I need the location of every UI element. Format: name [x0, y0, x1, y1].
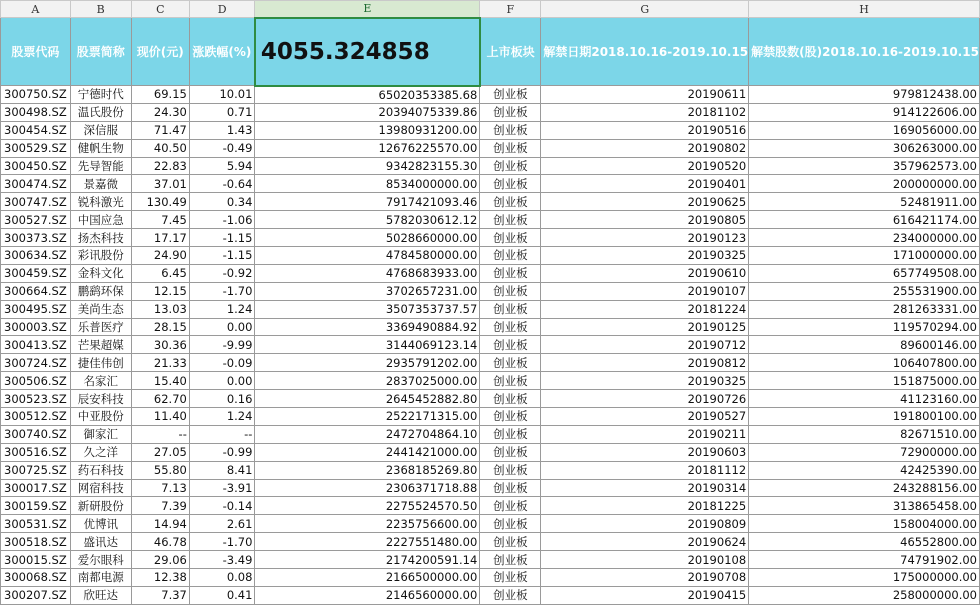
cell-code[interactable]: 300725.SZ	[1, 461, 71, 479]
cell-value[interactable]: 2935791202.00	[255, 354, 480, 372]
cell-price[interactable]: --	[131, 425, 189, 443]
cell-code[interactable]: 300512.SZ	[1, 408, 71, 426]
table-row	[1, 193, 980, 211]
cell-date[interactable]: 20181224	[541, 300, 749, 318]
cell-board[interactable]: 创业板	[480, 479, 541, 497]
cell-value[interactable]: 2235756600.00	[255, 515, 480, 533]
table-row	[1, 443, 980, 461]
cell-change[interactable]: 1.24	[189, 408, 255, 426]
cell-shares[interactable]: 313865458.00	[749, 497, 980, 515]
cell-name[interactable]: 新研股份	[70, 497, 131, 515]
cell-value[interactable]: 9342823155.30	[255, 157, 480, 175]
cell-price[interactable]: 30.36	[131, 336, 189, 354]
cell-board[interactable]: 创业板	[480, 569, 541, 587]
cell-price[interactable]: 62.70	[131, 390, 189, 408]
cell-change[interactable]: -3.91	[189, 479, 255, 497]
cell-date[interactable]: 20190712	[541, 336, 749, 354]
cell-date[interactable]: 20190624	[541, 533, 749, 551]
cell-value[interactable]: 2441421000.00	[255, 443, 480, 461]
cell-price[interactable]: 12.38	[131, 569, 189, 587]
cell-value[interactable]: 2174200591.14	[255, 551, 480, 569]
cell-price[interactable]: 69.15	[131, 86, 189, 104]
cell-name[interactable]: 景嘉微	[70, 175, 131, 193]
cell-change[interactable]: 1.24	[189, 300, 255, 318]
table-row	[1, 121, 980, 139]
cell-value[interactable]: 7917421093.46	[255, 193, 480, 211]
table-row	[1, 86, 980, 104]
cell-name[interactable]: 扬杰科技	[70, 229, 131, 247]
cell-shares[interactable]: 119570294.00	[749, 318, 980, 336]
cell-board[interactable]: 创业板	[480, 157, 541, 175]
cell-price[interactable]: 29.06	[131, 551, 189, 569]
cell-date[interactable]: 20190610	[541, 264, 749, 282]
table-row	[1, 264, 980, 282]
cell-value[interactable]: 12676225570.00	[255, 139, 480, 157]
cell-change[interactable]: 0.41	[189, 586, 255, 604]
cell-price[interactable]: 40.50	[131, 139, 189, 157]
table-row	[1, 336, 980, 354]
cell-name[interactable]: 爱尔眼科	[70, 551, 131, 569]
cell-board[interactable]: 创业板	[480, 121, 541, 139]
cell-date[interactable]: 20190708	[541, 569, 749, 587]
cell-board[interactable]: 创业板	[480, 300, 541, 318]
cell-code[interactable]: 300454.SZ	[1, 121, 71, 139]
cell-code[interactable]: 300495.SZ	[1, 300, 71, 318]
cell-code[interactable]: 300498.SZ	[1, 103, 71, 121]
cell-change[interactable]: -0.09	[189, 354, 255, 372]
cell-shares[interactable]: 306263000.00	[749, 139, 980, 157]
cell-price[interactable]: 28.15	[131, 318, 189, 336]
cell-name[interactable]: 捷佳伟创	[70, 354, 131, 372]
cell-change[interactable]: 0.34	[189, 193, 255, 211]
cell-shares[interactable]: 169056000.00	[749, 121, 980, 139]
cell-name[interactable]: 辰安科技	[70, 390, 131, 408]
cell-change[interactable]: -0.92	[189, 264, 255, 282]
cell-value[interactable]: 4768683933.00	[255, 264, 480, 282]
cell-value[interactable]: 3507353737.57	[255, 300, 480, 318]
cell-shares[interactable]: 191800100.00	[749, 408, 980, 426]
header-cell-change[interactable]: 涨跌幅(%)	[189, 18, 255, 86]
cell-value[interactable]: 2368185269.80	[255, 461, 480, 479]
table-row	[1, 318, 980, 336]
cell-shares[interactable]: 41123160.00	[749, 390, 980, 408]
cell-name[interactable]: 中亚股份	[70, 408, 131, 426]
cell-value[interactable]: 65020353385.68	[255, 86, 480, 104]
cell-value[interactable]: 5028660000.00	[255, 229, 480, 247]
cell-price[interactable]: 15.40	[131, 372, 189, 390]
cell-name[interactable]: 彩讯股份	[70, 247, 131, 265]
cell-change[interactable]: -1.06	[189, 211, 255, 229]
cell-value[interactable]: 2275524570.50	[255, 497, 480, 515]
cell-date[interactable]: 20190108	[541, 551, 749, 569]
cell-name[interactable]: 名家汇	[70, 372, 131, 390]
cell-change[interactable]: 10.01	[189, 86, 255, 104]
cell-board[interactable]: 创业板	[480, 318, 541, 336]
cell-code[interactable]: 300373.SZ	[1, 229, 71, 247]
cell-name[interactable]: 优博讯	[70, 515, 131, 533]
cell-value[interactable]: 2522171315.00	[255, 408, 480, 426]
cell-shares[interactable]: 82671510.00	[749, 425, 980, 443]
cell-date[interactable]: 20181112	[541, 461, 749, 479]
cell-value[interactable]: 20394075339.86	[255, 103, 480, 121]
cell-shares[interactable]: 106407800.00	[749, 354, 980, 372]
cell-change[interactable]: -3.49	[189, 551, 255, 569]
cell-date[interactable]: 20190805	[541, 211, 749, 229]
cell-name[interactable]: 南都电源	[70, 569, 131, 587]
cell-shares[interactable]: 616421174.00	[749, 211, 980, 229]
cell-board[interactable]: 创业板	[480, 586, 541, 604]
cell-change[interactable]: 1.43	[189, 121, 255, 139]
cell-change[interactable]: 0.71	[189, 103, 255, 121]
cell-date[interactable]: 20190325	[541, 372, 749, 390]
cell-change[interactable]: -1.70	[189, 533, 255, 551]
cell-board[interactable]: 创业板	[480, 354, 541, 372]
table-row	[1, 211, 980, 229]
cell-change[interactable]: --	[189, 425, 255, 443]
cell-change[interactable]: -0.49	[189, 139, 255, 157]
cell-change[interactable]: 0.16	[189, 390, 255, 408]
cell-date[interactable]: 20190401	[541, 175, 749, 193]
cell-name[interactable]: 金科文化	[70, 264, 131, 282]
table-row	[1, 497, 980, 515]
cell-board[interactable]: 创业板	[480, 425, 541, 443]
cell-price[interactable]: 7.45	[131, 211, 189, 229]
cell-board[interactable]: 创业板	[480, 533, 541, 551]
cell-price[interactable]: 11.40	[131, 408, 189, 426]
cell-shares[interactable]: 171000000.00	[749, 247, 980, 265]
cell-price[interactable]: 71.47	[131, 121, 189, 139]
header-cell-unlock-date[interactable]: 解禁日期2018.10.16-2019.10.15	[541, 18, 749, 86]
cell-name[interactable]: 乐普医疗	[70, 318, 131, 336]
cell-date[interactable]: 20190123	[541, 229, 749, 247]
cell-name[interactable]: 中国应急	[70, 211, 131, 229]
cell-change[interactable]: -1.15	[189, 229, 255, 247]
cell-price[interactable]: 7.39	[131, 497, 189, 515]
cell-code[interactable]: 300740.SZ	[1, 425, 71, 443]
cell-price[interactable]: 7.13	[131, 479, 189, 497]
cell-price[interactable]: 27.05	[131, 443, 189, 461]
cell-value[interactable]: 2837025000.00	[255, 372, 480, 390]
cell-shares[interactable]: 46552800.00	[749, 533, 980, 551]
cell-board[interactable]: 创业板	[480, 247, 541, 265]
cell-price[interactable]: 17.17	[131, 229, 189, 247]
cell-change[interactable]: -9.99	[189, 336, 255, 354]
cell-board[interactable]: 创业板	[480, 211, 541, 229]
cell-code[interactable]: 300207.SZ	[1, 586, 71, 604]
cell-price[interactable]: 14.94	[131, 515, 189, 533]
cell-price[interactable]: 6.45	[131, 264, 189, 282]
cell-code[interactable]: 300664.SZ	[1, 282, 71, 300]
cell-change[interactable]: -0.64	[189, 175, 255, 193]
cell-date[interactable]: 20190802	[541, 139, 749, 157]
cell-value[interactable]: 2472704864.10	[255, 425, 480, 443]
cell-price[interactable]: 12.15	[131, 282, 189, 300]
cell-board[interactable]: 创业板	[480, 229, 541, 247]
cell-name[interactable]: 网宿科技	[70, 479, 131, 497]
cell-code[interactable]: 300516.SZ	[1, 443, 71, 461]
cell-date[interactable]: 20190603	[541, 443, 749, 461]
table-row	[1, 247, 980, 265]
cell-code[interactable]: 300750.SZ	[1, 86, 71, 104]
cell-shares[interactable]: 234000000.00	[749, 229, 980, 247]
cell-date[interactable]: 20190527	[541, 408, 749, 426]
cell-date[interactable]: 20190107	[541, 282, 749, 300]
cell-board[interactable]: 创业板	[480, 175, 541, 193]
table-row	[1, 103, 980, 121]
cell-value[interactable]: 3144069123.14	[255, 336, 480, 354]
cell-shares[interactable]: 151875000.00	[749, 372, 980, 390]
cell-date[interactable]: 20190314	[541, 479, 749, 497]
cell-name[interactable]: 温氏股份	[70, 103, 131, 121]
cell-shares[interactable]: 258000000.00	[749, 586, 980, 604]
cell-board[interactable]: 创业板	[480, 497, 541, 515]
cell-price[interactable]: 24.30	[131, 103, 189, 121]
cell-date[interactable]: 20190809	[541, 515, 749, 533]
cell-value[interactable]: 3369490884.92	[255, 318, 480, 336]
column-header-e[interactable]: E	[255, 1, 480, 18]
cell-change[interactable]: 0.00	[189, 318, 255, 336]
cell-name[interactable]: 久之洋	[70, 443, 131, 461]
cell-name[interactable]: 药石科技	[70, 461, 131, 479]
cell-code[interactable]: 300159.SZ	[1, 497, 71, 515]
cell-code[interactable]: 300531.SZ	[1, 515, 71, 533]
cell-date[interactable]: 20181102	[541, 103, 749, 121]
cell-name[interactable]: 宁德时代	[70, 86, 131, 104]
cell-price[interactable]: 55.80	[131, 461, 189, 479]
cell-shares[interactable]: 979812438.00	[749, 86, 980, 104]
table-row	[1, 372, 980, 390]
cell-shares[interactable]: 89600146.00	[749, 336, 980, 354]
cell-change[interactable]: 8.41	[189, 461, 255, 479]
cell-board[interactable]: 创业板	[480, 139, 541, 157]
cell-value[interactable]: 2166500000.00	[255, 569, 480, 587]
cell-date[interactable]: 20190520	[541, 157, 749, 175]
cell-date[interactable]: 20190125	[541, 318, 749, 336]
cell-shares[interactable]: 200000000.00	[749, 175, 980, 193]
cell-price[interactable]: 7.37	[131, 586, 189, 604]
cell-date[interactable]: 20190211	[541, 425, 749, 443]
column-header-a[interactable]: A	[1, 1, 71, 18]
column-letter-row	[1, 1, 980, 18]
cell-name[interactable]: 美尚生态	[70, 300, 131, 318]
cell-change[interactable]: -1.15	[189, 247, 255, 265]
column-header-g[interactable]: G	[541, 1, 749, 18]
cell-value[interactable]: 2227551480.00	[255, 533, 480, 551]
table-row	[1, 461, 980, 479]
cell-board[interactable]: 创业板	[480, 86, 541, 104]
cell-change[interactable]: 2.61	[189, 515, 255, 533]
cell-board[interactable]: 创业板	[480, 193, 541, 211]
cell-code[interactable]: 300634.SZ	[1, 247, 71, 265]
table-row	[1, 139, 980, 157]
cell-code[interactable]: 300527.SZ	[1, 211, 71, 229]
table-row	[1, 515, 980, 533]
cell-name[interactable]: 健帆生物	[70, 139, 131, 157]
cell-board[interactable]: 创业板	[480, 390, 541, 408]
cell-name[interactable]: 深信服	[70, 121, 131, 139]
column-header-c[interactable]: C	[131, 1, 189, 18]
selected-cell-total[interactable]: 4055.324858	[255, 18, 480, 86]
cell-change[interactable]: 0.00	[189, 372, 255, 390]
table-row	[1, 479, 980, 497]
cell-shares[interactable]: 74791902.00	[749, 551, 980, 569]
cell-code[interactable]: 300413.SZ	[1, 336, 71, 354]
cell-date[interactable]: 20181225	[541, 497, 749, 515]
cell-date[interactable]: 20190812	[541, 354, 749, 372]
cell-board[interactable]: 创业板	[480, 336, 541, 354]
cell-code[interactable]: 300747.SZ	[1, 193, 71, 211]
column-header-h[interactable]: H	[749, 1, 980, 18]
table-row	[1, 300, 980, 318]
cell-change[interactable]: -1.70	[189, 282, 255, 300]
cell-value[interactable]: 4784580000.00	[255, 247, 480, 265]
cell-date[interactable]: 20190625	[541, 193, 749, 211]
cell-price[interactable]: 130.49	[131, 193, 189, 211]
cell-date[interactable]: 20190726	[541, 390, 749, 408]
header-row	[1, 18, 980, 86]
cell-code[interactable]: 300068.SZ	[1, 569, 71, 587]
cell-shares[interactable]: 357962573.00	[749, 157, 980, 175]
cell-board[interactable]: 创业板	[480, 264, 541, 282]
table-row	[1, 282, 980, 300]
cell-date[interactable]: 20190415	[541, 586, 749, 604]
header-cell-code[interactable]: 股票代码	[1, 18, 71, 86]
cell-code[interactable]: 300017.SZ	[1, 479, 71, 497]
cell-shares[interactable]: 657749508.00	[749, 264, 980, 282]
table-row	[1, 408, 980, 426]
cell-name[interactable]: 芒果超媒	[70, 336, 131, 354]
cell-board[interactable]: 创业板	[480, 282, 541, 300]
cell-name[interactable]: 锐科激光	[70, 193, 131, 211]
cell-change[interactable]: -0.99	[189, 443, 255, 461]
cell-board[interactable]: 创业板	[480, 443, 541, 461]
header-cell-unlock-shares[interactable]: 解禁股数(股)2018.10.16-2019.10.15	[749, 18, 980, 86]
cell-code[interactable]: 300459.SZ	[1, 264, 71, 282]
cell-shares[interactable]: 52481911.00	[749, 193, 980, 211]
cell-code[interactable]: 300724.SZ	[1, 354, 71, 372]
cell-price[interactable]: 24.90	[131, 247, 189, 265]
cell-board[interactable]: 创业板	[480, 515, 541, 533]
column-header-f[interactable]: F	[480, 1, 541, 18]
cell-board[interactable]: 创业板	[480, 372, 541, 390]
cell-shares[interactable]: 72900000.00	[749, 443, 980, 461]
table-row	[1, 229, 980, 247]
cell-change[interactable]: 5.94	[189, 157, 255, 175]
cell-shares[interactable]: 281263331.00	[749, 300, 980, 318]
cell-name[interactable]: 鹏鹞环保	[70, 282, 131, 300]
column-header-d[interactable]: D	[189, 1, 255, 18]
cell-value[interactable]: 2146560000.00	[255, 586, 480, 604]
cell-code[interactable]: 300518.SZ	[1, 533, 71, 551]
cell-board[interactable]: 创业板	[480, 551, 541, 569]
cell-code[interactable]: 300529.SZ	[1, 139, 71, 157]
table-row	[1, 586, 980, 604]
cell-price[interactable]: 22.83	[131, 157, 189, 175]
cell-price[interactable]: 46.78	[131, 533, 189, 551]
cell-price[interactable]: 21.33	[131, 354, 189, 372]
cell-code[interactable]: 300015.SZ	[1, 551, 71, 569]
cell-value[interactable]: 2306371718.88	[255, 479, 480, 497]
cell-board[interactable]: 创业板	[480, 103, 541, 121]
cell-date[interactable]: 20190611	[541, 86, 749, 104]
table-row	[1, 157, 980, 175]
cell-value[interactable]: 5782030612.12	[255, 211, 480, 229]
cell-code[interactable]: 300523.SZ	[1, 390, 71, 408]
cell-board[interactable]: 创业板	[480, 408, 541, 426]
cell-code[interactable]: 300506.SZ	[1, 372, 71, 390]
cell-code[interactable]: 300474.SZ	[1, 175, 71, 193]
table-row	[1, 533, 980, 551]
cell-value[interactable]: 2645452882.80	[255, 390, 480, 408]
cell-shares[interactable]: 914122606.00	[749, 103, 980, 121]
cell-name[interactable]: 御家汇	[70, 425, 131, 443]
table-row	[1, 425, 980, 443]
table-row	[1, 354, 980, 372]
header-cell-board[interactable]: 上市板块	[480, 18, 541, 86]
cell-date[interactable]: 20190325	[541, 247, 749, 265]
column-header-b[interactable]: B	[70, 1, 131, 18]
cell-shares[interactable]: 158004000.00	[749, 515, 980, 533]
cell-value[interactable]: 8534000000.00	[255, 175, 480, 193]
cell-shares[interactable]: 243288156.00	[749, 479, 980, 497]
table-row	[1, 175, 980, 193]
cell-name[interactable]: 欣旺达	[70, 586, 131, 604]
cell-shares[interactable]: 42425390.00	[749, 461, 980, 479]
cell-shares[interactable]: 255531900.00	[749, 282, 980, 300]
cell-date[interactable]: 20190516	[541, 121, 749, 139]
cell-shares[interactable]: 175000000.00	[749, 569, 980, 587]
cell-code[interactable]: 300450.SZ	[1, 157, 71, 175]
header-cell-name[interactable]: 股票简称	[70, 18, 131, 86]
cell-name[interactable]: 先导智能	[70, 157, 131, 175]
cell-value[interactable]: 13980931200.00	[255, 121, 480, 139]
table-row	[1, 569, 980, 587]
cell-name[interactable]: 盛讯达	[70, 533, 131, 551]
cell-board[interactable]: 创业板	[480, 461, 541, 479]
cell-value[interactable]: 3702657231.00	[255, 282, 480, 300]
table-row	[1, 551, 980, 569]
cell-change[interactable]: 0.08	[189, 569, 255, 587]
table-row	[1, 390, 980, 408]
cell-change[interactable]: -0.14	[189, 497, 255, 515]
header-cell-price[interactable]: 现价(元)	[131, 18, 189, 86]
cell-price[interactable]: 13.03	[131, 300, 189, 318]
cell-price[interactable]: 37.01	[131, 175, 189, 193]
cell-code[interactable]: 300003.SZ	[1, 318, 71, 336]
